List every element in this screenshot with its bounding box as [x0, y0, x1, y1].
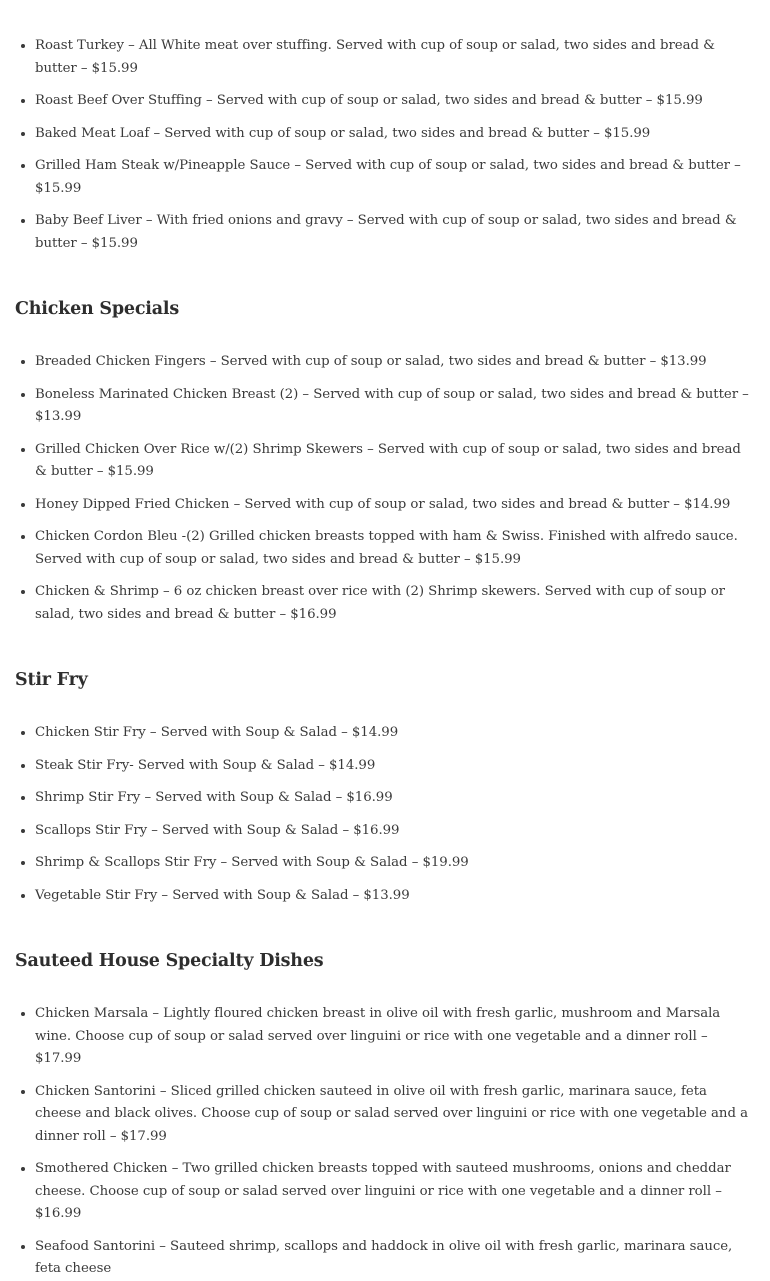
- list-item: • Chicken Santorini – Sliced grilled chicken sauteed in olive oil with fresh garlic, marinara sauce, feta cheese and black olives. Choose cup of soup or salad served over linguini or rice with one vegetable and a dinner roll – $17.99: [35, 1081, 755, 1149]
- sauteed-specialty-list: [15, 1003, 755, 1281]
- chicken-specials-list: [15, 351, 755, 626]
- list-item: • Grilled Chicken Over Rice w/(2) Shrimp Skewers – Served with cup of soup or salad, two sides and bread & butter – $15.99: [35, 439, 755, 484]
- list-item: • Steak Stir Fry- Served with Soup & Salad – $14.99: [35, 755, 755, 778]
- dinner-entrees-list: [15, 0, 755, 255]
- list-item: • Chicken Marsala – Lightly floured chicken breast in olive oil with fresh garlic, mushroom and Marsala wine. Choose cup of soup or salad served over linguini or rice with one vegetable and a dinner roll – $17.99: [35, 1003, 755, 1071]
- list-item: • Shrimp Stir Fry – Served with Soup & Salad – $16.99: [35, 787, 755, 810]
- list-item: • Roast Beef Over Stuffing – Served with cup of soup or salad, two sides and bread & butter – $15.99: [35, 90, 755, 113]
- section-heading-sauteed-house-specialty: Sauteed House Specialty Dishes: [15, 951, 324, 971]
- list-item: • Shrimp & Scallops Stir Fry – Served with Soup & Salad – $19.99: [35, 852, 755, 875]
- list-item: • Vegetable Stir Fry – Served with Soup & Salad – $13.99: [35, 885, 755, 908]
- list-item: • Roast Turkey – All White meat over stuffing. Served with cup of soup or salad, two sides and bread & butter – $15.99: [35, 35, 755, 80]
- list-item: • Honey Dipped Fried Chicken – Served with cup of soup or salad, two sides and bread & butter – $14.99: [35, 494, 755, 517]
- list-item: • Scallops Stir Fry – Served with Soup & Salad – $16.99: [35, 820, 755, 843]
- list-item: • Smothered Chicken – Two grilled chicken breasts topped with sauteed mushrooms, onions and cheddar cheese. Choose cup of soup or salad served over linguini or rice with one vegetable and a dinner roll – $16.99: [35, 1158, 755, 1226]
- list-item: • Baked Meat Loaf – Served with cup of soup or salad, two sides and bread & butter – $15.99: [35, 123, 755, 146]
- list-item: • Baby Beef Liver – With fried onions and gravy – Served with cup of soup or salad, two sides and bread & butter – $15.99: [35, 210, 755, 255]
- list-item: • Chicken & Shrimp – 6 oz chicken breast over rice with (2) Shrimp skewers. Served with cup of soup or salad, two sides and bread & butter – $16.99: [35, 581, 755, 626]
- list-item: • Breaded Chicken Fingers – Served with cup of soup or salad, two sides and bread & butter – $13.99: [35, 351, 755, 374]
- section-heading-chicken-specials: Chicken Specials: [15, 299, 179, 319]
- list-item: • Boneless Marinated Chicken Breast (2) – Served with cup of soup or salad, two sides and bread & butter – $13.99: [35, 384, 755, 429]
- stir-fry-list: [15, 722, 755, 907]
- list-item: • Seafood Santorini – Sauteed shrimp, scallops and haddock in olive oil with fresh garlic, marinara sauce, feta cheese: [35, 1236, 755, 1281]
- list-item: • Grilled Ham Steak w/Pineapple Sauce – Served with cup of soup or salad, two sides and bread & butter – $15.99: [35, 155, 755, 200]
- list-item: • Chicken Cordon Bleu -(2) Grilled chicken breasts topped with ham & Swiss. Finished with alfredo sauce. Served with cup of soup or salad, two sides and bread & butter – $15.99: [35, 526, 755, 571]
- section-heading-stir-fry: Stir Fry: [15, 670, 88, 690]
- list-item: • Chicken Stir Fry – Served with Soup & Salad – $14.99: [35, 722, 755, 745]
